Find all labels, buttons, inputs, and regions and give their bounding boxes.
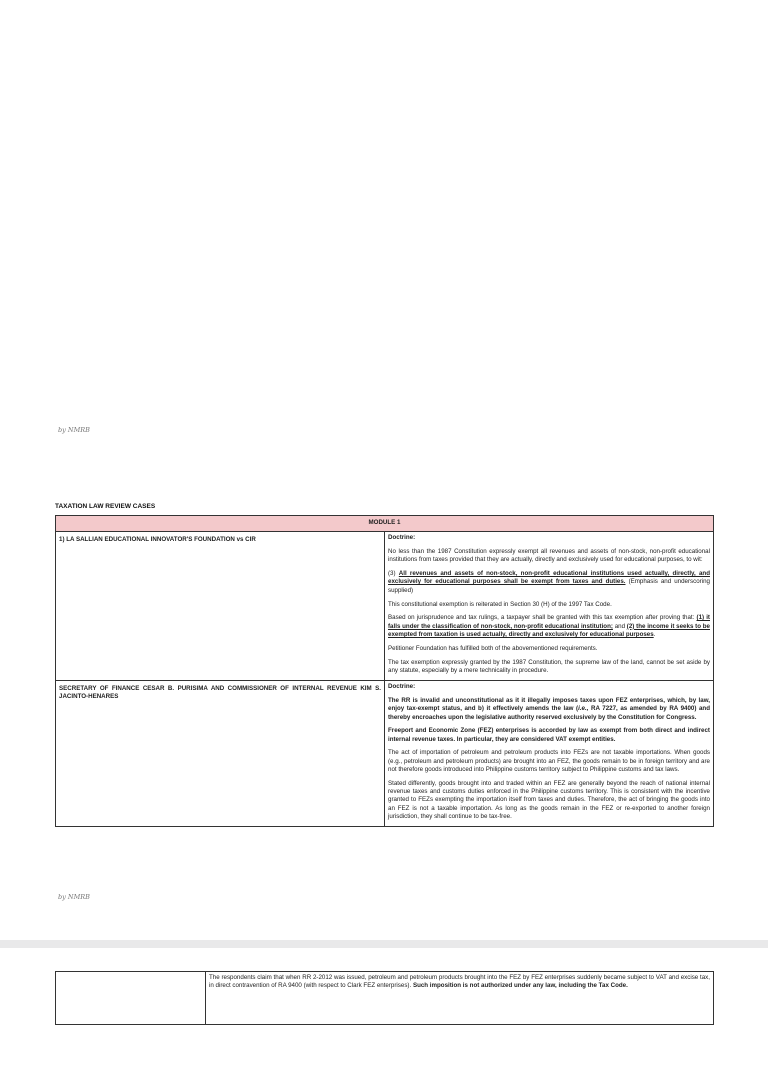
case-doctrine	[385, 681, 714, 827]
emphasized-text: (2) the income it seeks to be exempted from taxation is used actually, directly and exclusively for educational purposes	[388, 622, 710, 638]
text-run: .	[653, 630, 656, 638]
case-name: 1) LA SALLIAN EDUCATIONAL INNOVATOR'S FOUNDATION vs CIR	[56, 532, 385, 681]
emphasized-text: Such imposition is not authorized under any law, including the Tax Code.	[412, 982, 628, 990]
text-run: and	[612, 622, 627, 630]
cases-table	[55, 515, 714, 827]
case-doctrine	[206, 972, 714, 1025]
text-run: (Emphasis and underscoring supplied)	[388, 578, 710, 594]
module-header-row	[56, 516, 714, 532]
cases-table-continued	[55, 971, 714, 1025]
table-row	[56, 972, 714, 1025]
table-row	[56, 532, 714, 681]
italic-text: i.e.,	[578, 705, 589, 713]
module-header: MODULE 1	[56, 516, 714, 532]
text-run: (3)	[388, 570, 399, 578]
paragraph: No less than the 1987 Constitution expressly exempt all revenues and assets of non-stock, non-profit educational institutions from taxes provided that they are actually, directly and exclusively used for educational purposes, to wit:	[388, 548, 710, 564]
doctrine-label: Doctrine:	[388, 534, 416, 542]
paragraph: The tax exemption expressly granted by the 1987 Constitution, the supreme law of the land, cannot be set aside by any statute, especially by a mere technicality in procedure.	[388, 658, 710, 674]
case-name-empty	[56, 972, 206, 1025]
text-run: Based on jurisprudence and tax rulings, a taxpayer shall be granted with this tax exemption after proving that:	[388, 614, 697, 622]
paragraph: The act of importation of petroleum and petroleum products into FEZs are not taxable importations. When goods (e.g., petroleum and petroleum products) are brought into an FEZ, the goods remain to be in foreign territory and are not therefore goods introduced into Philippine customs territory subject to Philippine customs and tax laws.	[388, 749, 710, 774]
author-byline-top: by NMRB	[58, 426, 90, 434]
text-run: The RR is invalid and unconstitutional as it it illegally imposes taxes upon FEZ enterprises, which, by law, enjoy tax-exempt status, and b) it effectively amends the law (	[388, 696, 710, 713]
text-run: The respondents claim that when RR 2-2012 was issued, petroleum and petroleum products brought into the FEZ by FEZ enterprises suddenly became subject to VAT and excise tax, in direct contravention of RA 9400 (with respect to Clark FEZ enterprises).	[209, 974, 710, 990]
paragraph	[209, 974, 710, 991]
text-run: RA 7227, as amended by RA 9400) and thereby encroaches upon the legislative authority reserved exclusively by the Constitution for Congress.	[388, 705, 710, 721]
paragraph	[388, 614, 710, 639]
author-byline-bottom: by NMRB	[58, 893, 90, 901]
case-doctrine	[385, 532, 714, 681]
document-title: TAXATION LAW REVIEW CASES	[55, 503, 156, 510]
doctrine-label: Doctrine:	[388, 683, 416, 691]
paragraph: Petitioner Foundation has fulfilled both of the abovementioned requirements.	[388, 644, 598, 652]
paragraph: Stated differently, goods brought into and traded within an FEZ are generally beyond the reach of national internal revenue taxes and customs duties enforced in the Philippine customs territory. This is consistent with the incentive granted to FEZs exempting the importation itself from taxes and duties. Therefore, the act of bringing the goods into an FEZ is not a taxable importation. As long as the goods remain in the FEZ or re-exported to another foreign jurisdiction, they shall continue to be tax-free.	[388, 779, 710, 821]
emphasized-text: All revenues and assets of non-stock, non-profit educational institutions used actually, directly, and exclusively for educational purposes shall be exempt from taxes and duties.	[388, 570, 710, 586]
paragraph: Freeport and Economic Zone (FEZ) enterprises is accorded by law as exempt from both direct and indirect internal revenue taxes. In particular, they are considered VAT exempt entities.	[388, 727, 710, 743]
emphasized-text: (1) it falls under the classification of non-stock, non-profit educational institution;	[388, 614, 710, 630]
table-row	[56, 681, 714, 827]
paragraph	[388, 570, 710, 595]
document-page-2	[0, 948, 768, 1068]
paragraph: This constitutional exemption is reiterated in Section 30 (H) of the 1997 Tax Code.	[388, 600, 612, 608]
case-name: SECRETARY OF FINANCE CESAR B. PURISIMA AND COMMISSIONER OF INTERNAL REVENUE KIM S. JACINTO-HENARES	[56, 681, 385, 827]
paragraph	[388, 697, 710, 722]
